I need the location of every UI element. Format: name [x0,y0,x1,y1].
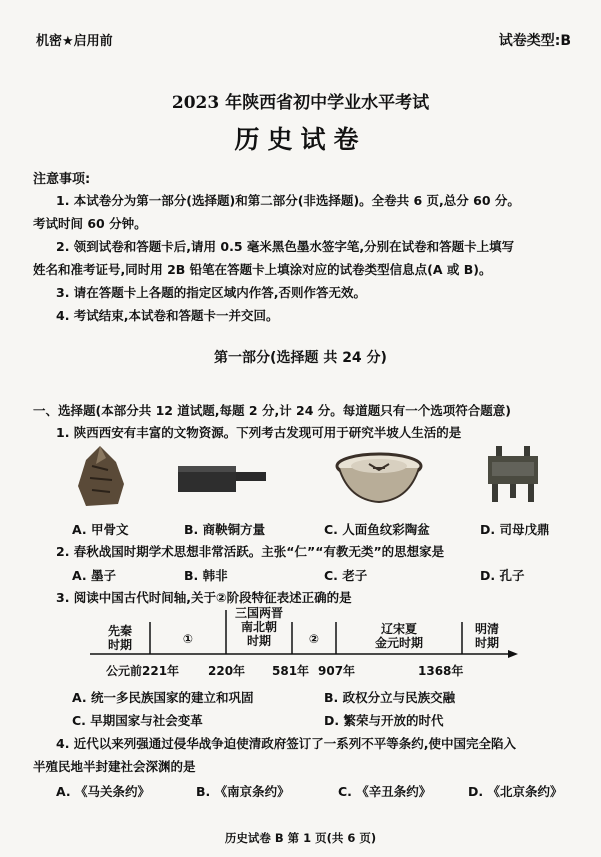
q1-option-b: B. 商鞅铜方量 [184,522,266,537]
q1-option-d: D. 司母戊鼎 [480,522,550,537]
q1-stem: 1. 陕西西安有丰富的文物资源。下列考古发现可用于研究半坡人生活的是 [56,425,462,440]
timeline-period-2 [292,632,336,646]
timeline-period-text: 辽宋夏 金元时期 [374,622,423,650]
bronze-measure-image [170,458,270,498]
timeline-period-three-kingdoms [226,606,292,648]
notice-line-4: 姓名和准考证号,同时用 2B 铅笔在答题卡上填涂对应的试卷类型信息点(A 或 B)。 [33,262,492,277]
notice-line-5: 3. 请在答题卡上各题的指定区域内作答,否则作答无效。 [56,285,367,300]
subject-title: 历史试卷 [234,125,367,154]
exam-title: 2023 年陕西省初中学业水平考试 [171,93,430,113]
page-footer: 历史试卷 B 第 1 页(共 6 页) [224,831,377,845]
q4-option-b: B. 《南京条约》 [196,784,290,799]
timeline-period-text: 明清 时期 [474,622,499,650]
timeline-year-2: 220年 [208,664,246,678]
q2-stem: 2. 春秋战国时期学术思想非常活跃。主张“仁”“有教无类”的思想家是 [56,544,445,559]
q4-stem-line1: 4. 近代以来列强通过侵华战争迫使清政府签订了一系列不平等条约,使中国完全陷入 [56,736,517,751]
q3-option-c: C. 早期国家与社会变革 [72,713,203,728]
q3-option-d: D. 繁荣与开放的时代 [324,713,444,728]
section-heading: 一、选择题(本部分共 12 道试题,每题 2 分,计 24 分。每道题只有一个选项符合题意) [33,403,512,418]
timeline-period-ming-qing [462,622,512,650]
q3-stem: 3. 阅读中国古代时间轴,关于②阶段特征表述正确的是 [56,590,352,605]
confidential-label: 机密★启用前 [36,34,113,49]
q3-option-a: A. 统一多民族国家的建立和巩固 [72,690,254,705]
q3-option-b: B. 政权分立与民族交融 [324,690,456,705]
timeline-year-3: 581年 [272,664,310,678]
q4-stem-line2: 半殖民地半封建社会深渊的是 [33,759,196,774]
q2-option-d: D. 孔子 [480,568,525,583]
pottery-basin-image [335,452,423,504]
timeline-year-4: 907年 [318,664,356,678]
q4-option-a: A. 《马关条约》 [56,784,151,799]
timeline [90,608,520,678]
timeline-period-text: ① [182,632,194,646]
part1-heading: 第一部分(选择题 共 24 分) [214,350,387,366]
q2-option-b: B. 韩非 [184,568,228,583]
notice-line-3: 2. 领到试卷和答题卡后,请用 0.5 毫米黑色墨水签字笔,分别在试卷和答题卡上填写 [56,239,515,254]
timeline-period-pre-qin [92,624,148,652]
timeline-period-1 [150,632,226,646]
ding-vessel-image [482,444,544,504]
q2-option-a: A. 墨子 [72,568,117,583]
notice-line-2: 考试时间 60 分钟。 [33,216,147,231]
q4-option-d: D. 《北京条约》 [468,784,563,799]
oracle-bone-image [72,444,130,508]
timeline-period-text: 三国两晋 南北朝 时期 [234,606,283,648]
q1-option-c: C. 人面鱼纹彩陶盆 [324,522,430,537]
paper-type-label: 试卷类型:B [498,33,571,49]
timeline-year-5: 1368年 [418,664,464,678]
q2-option-c: C. 老子 [324,568,368,583]
timeline-year-1: 公元前221年 [106,664,180,678]
timeline-period-text: 先秦 时期 [107,624,132,652]
notice-line-6: 4. 考试结束,本试卷和答题卡一并交回。 [56,308,279,323]
notice-heading: 注意事项: [33,172,91,187]
q4-option-c: C. 《辛丑条约》 [338,784,432,799]
timeline-period-liao-song [336,622,462,650]
timeline-period-text: ② [308,632,320,646]
q1-option-a: A. 甲骨文 [72,522,129,537]
notice-line-1: 1. 本试卷分为第一部分(选择题)和第二部分(非选择题)。全卷共 6 页,总分 60 分。 [56,193,520,208]
